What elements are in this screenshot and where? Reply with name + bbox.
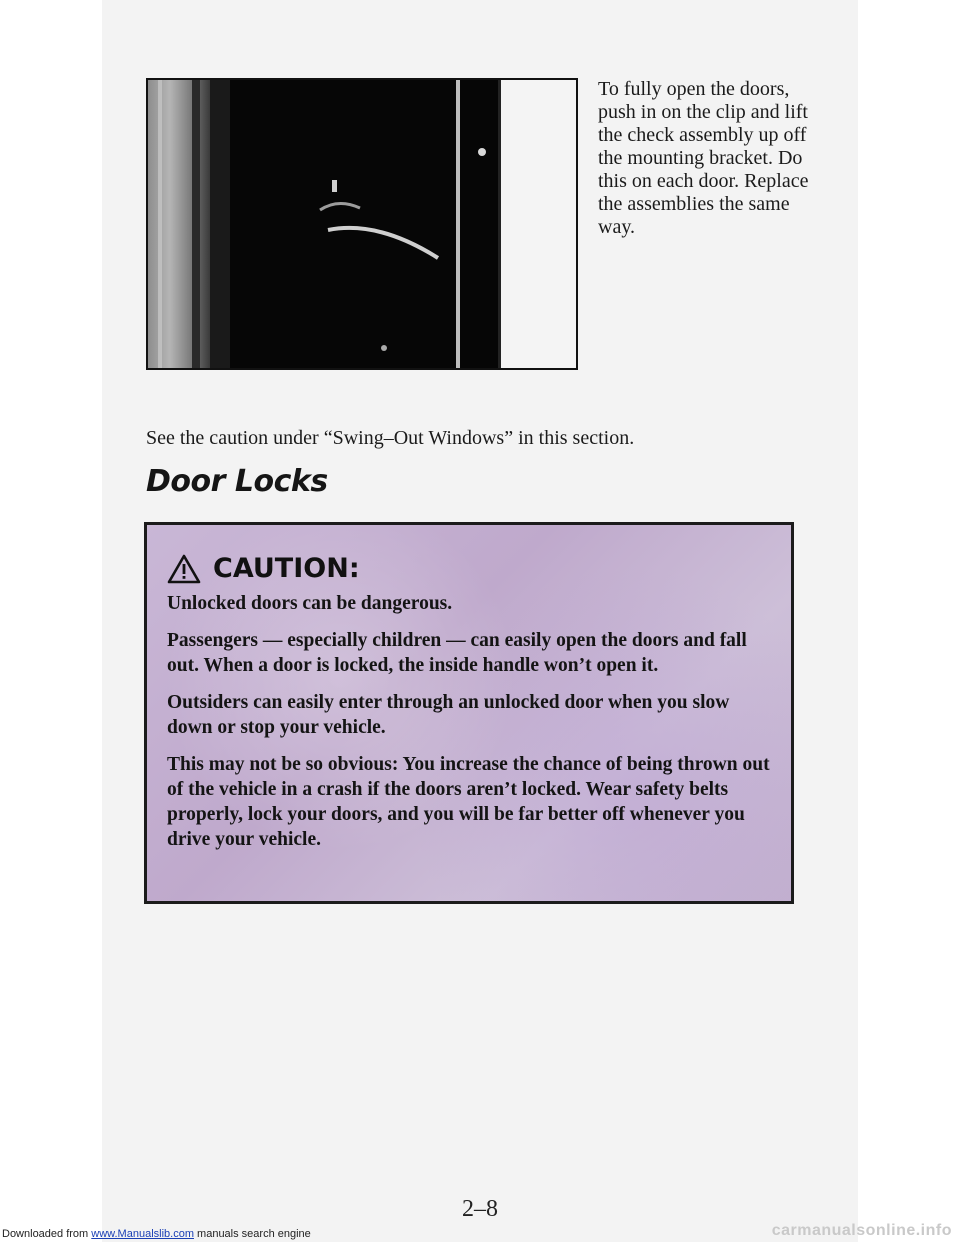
caution-body [167, 591, 771, 864]
figure-caption-text: To fully open the doors, push in on the clip and lift the check assembly up off the mounting bracket. Do this on each door. Replace the assemblies the same way. [598, 78, 809, 238]
door-check-photo [146, 78, 578, 370]
footer-suffix: manuals search engine [193, 1228, 311, 1240]
manualslib-link[interactable]: www.Manualslib.com [91, 1228, 194, 1240]
warning-triangle-icon [167, 554, 201, 584]
caution-paragraph: Unlocked doors can be dangerous. [167, 593, 453, 614]
page-number: 2–8 [462, 1196, 498, 1222]
caution-paragraph: Outsiders can easily enter through an unlocked door when you slow down or stop your vehicle. [167, 692, 730, 738]
caution-header [167, 553, 360, 584]
see-caution-note: See the caution under “Swing–Out Windows” in this section. [146, 427, 635, 449]
footer-prefix: Downloaded from [2, 1228, 92, 1240]
watermark: carmanualsonline.info [771, 1222, 952, 1239]
download-footer [2, 1228, 311, 1240]
caution-label: CAUTION: [213, 553, 360, 584]
caution-paragraph: This may not be so obvious: You increase the chance of being thrown out of the vehicle in a crash if the doors aren’t locked. Wear safety belts properly, lock your doors, and you will be far better off whenever you drive your vehicle. [167, 754, 770, 850]
door-check-photo-graphic [148, 80, 576, 368]
caution-paragraph: Passengers — especially children — can easily open the doors and fall out. When a door is locked, the inside handle won’t open it. [167, 630, 747, 676]
caution-box [144, 522, 794, 904]
section-title: Door Locks [146, 464, 328, 499]
